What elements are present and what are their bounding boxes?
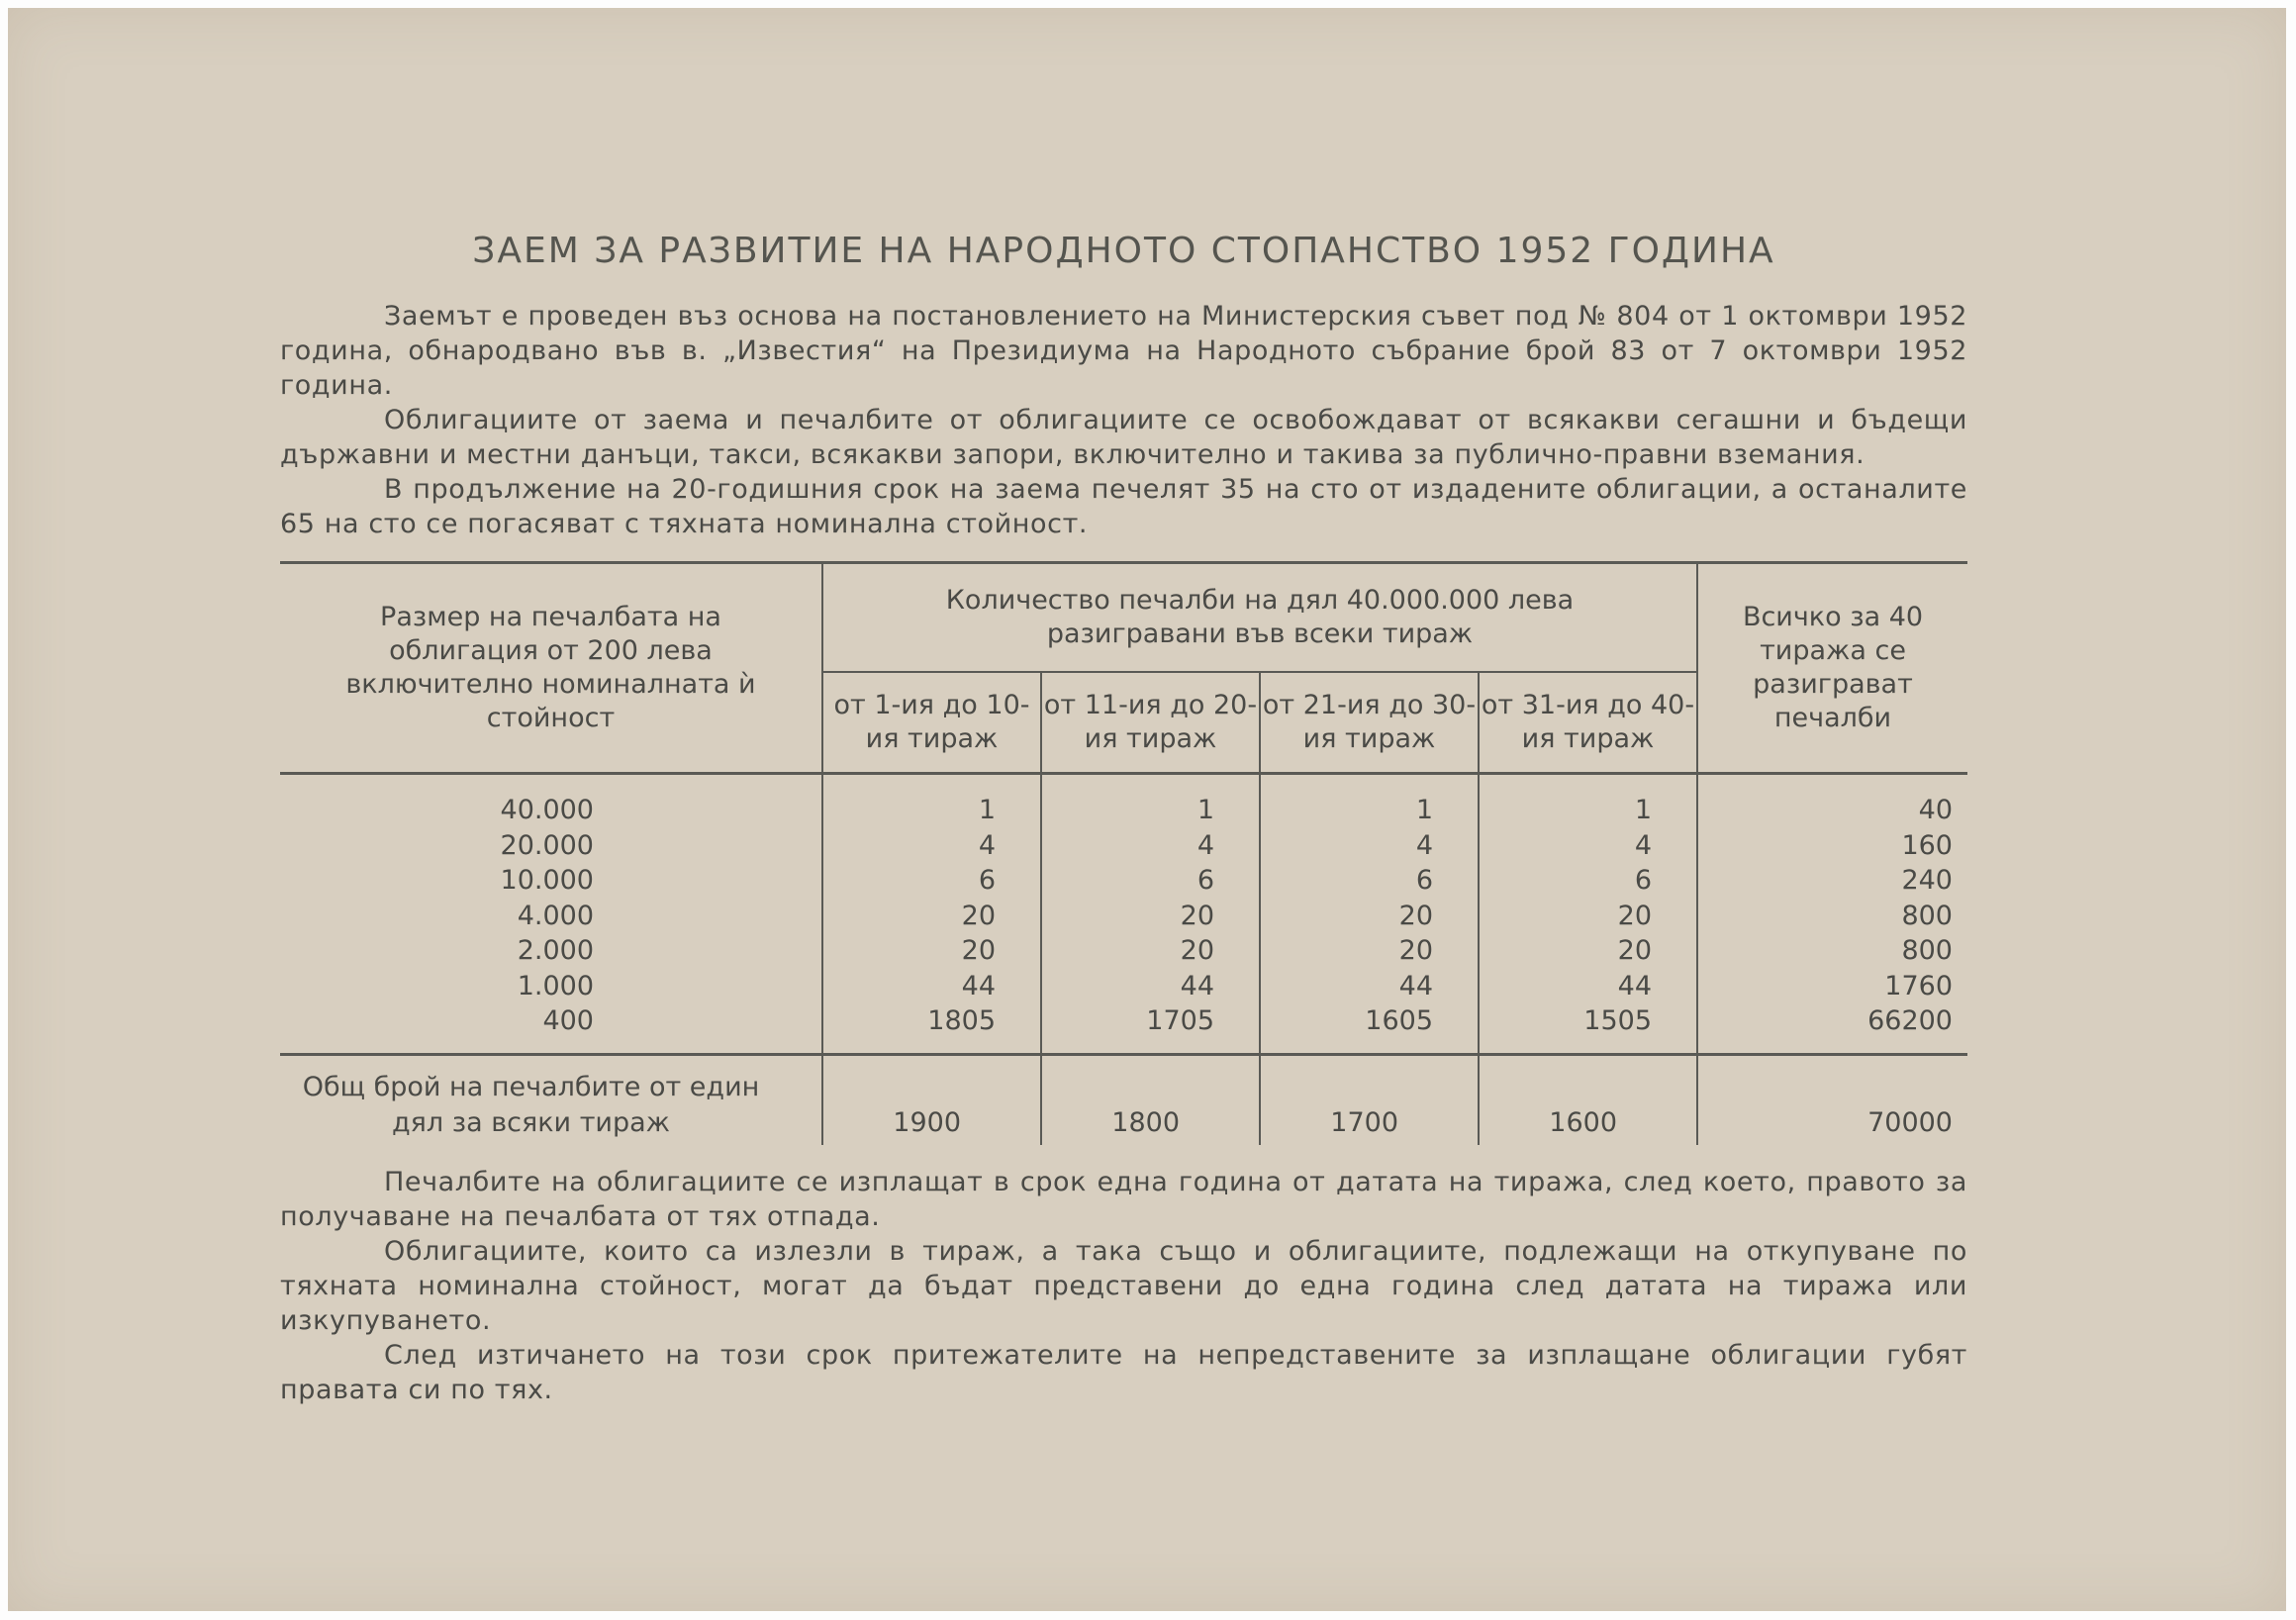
intro-paragraph-2: Облигациите от заема и печалбите от облигациите се освобождават от всякакви сегашни и бъдещи държавни и местни данъци, такси, всякакви запори, включително и такива за публично-правни вземания. <box>280 405 1967 470</box>
prize-amount: 10.000 <box>500 865 594 896</box>
outro-paragraph-3: След изтичането на този срок притежателите на непредставените за изплащане облигации губят правата си по тях. <box>280 1339 1967 1405</box>
prize-amount: 1.000 <box>517 970 594 1001</box>
outro-paragraph-1: Печалбите на облигациите се изплащат в срок една година от датата на тиража, след което, правото за получаване на печалбата от тях отпада. <box>280 1166 1967 1232</box>
total-cell: 160 <box>1697 828 1967 864</box>
total-prizes-header: Всичко за 40 тиража се разиграват печалби <box>1697 563 1967 774</box>
total-cell: 40 <box>1697 774 1967 828</box>
total-label: Общ брой на печалбите от един дял за всяки тираж <box>280 1054 822 1145</box>
count-cell: 1 <box>1041 774 1260 828</box>
total-count-cell: 1800 <box>1041 1054 1260 1145</box>
count-cell: 4 <box>1041 828 1260 864</box>
count-cell: 20 <box>1260 933 1479 969</box>
table-row <box>280 828 1967 864</box>
document-title: ЗАЕМ ЗА РАЗВИТИЕ НА НАРОДНОТО СТОПАНСТВО 1952 ГОДИНА <box>472 231 1775 271</box>
count-cell: 6 <box>1479 863 1697 899</box>
count-cell: 44 <box>822 969 1041 1004</box>
prize-amount: 20.000 <box>500 829 594 861</box>
table-row <box>280 1003 1967 1054</box>
table-row <box>280 933 1967 969</box>
total-count-cell: 1900 <box>822 1054 1041 1145</box>
draws-21-30-header: от 21-ия до 30-ия тираж <box>1260 672 1479 774</box>
draws-1-10-header: от 1-ия до 10-ия тираж <box>822 672 1041 774</box>
count-cell: 4 <box>822 828 1041 864</box>
table-row <box>280 774 1967 828</box>
prize-amount: 400 <box>542 1005 594 1036</box>
count-cell: 1 <box>1260 774 1479 828</box>
count-cell: 44 <box>1260 969 1479 1004</box>
document-sheet <box>8 8 2286 1611</box>
total-count-cell: 1700 <box>1260 1054 1479 1145</box>
count-cell: 4 <box>1479 828 1697 864</box>
count-cell: 20 <box>1479 933 1697 969</box>
total-cell: 1760 <box>1697 969 1967 1004</box>
count-cell: 1705 <box>1041 1003 1260 1054</box>
document-content <box>280 231 1967 1407</box>
count-cell: 20 <box>1479 899 1697 934</box>
table-row <box>280 863 1967 899</box>
draw-quantity-header: Количество печалби на дял 40.000.000 лева разигравани във всеки тираж <box>822 563 1697 673</box>
table-row <box>280 969 1967 1004</box>
count-cell: 1805 <box>822 1003 1041 1054</box>
count-cell: 20 <box>1041 933 1260 969</box>
count-cell: 20 <box>1260 899 1479 934</box>
total-cell: 66200 <box>1697 1003 1967 1054</box>
total-cell: 800 <box>1697 899 1967 934</box>
total-count-cell: 1600 <box>1479 1054 1697 1145</box>
count-cell: 1 <box>822 774 1041 828</box>
prize-amount: 4.000 <box>517 900 594 931</box>
count-cell: 20 <box>1041 899 1260 934</box>
prize-table <box>280 561 1967 1145</box>
total-cell: 800 <box>1697 933 1967 969</box>
count-cell: 6 <box>1260 863 1479 899</box>
outro-paragraph-2: Облигациите, които са излезли в тираж, а така също и облигациите, подлежащи на откупуване по тяхната номинална стойност, могат да бъдат представени до една година след датата на тиража или изкупуването. <box>280 1235 1967 1336</box>
table-total-row <box>280 1054 1967 1145</box>
count-cell: 44 <box>1479 969 1697 1004</box>
count-cell: 6 <box>822 863 1041 899</box>
grand-total-cell: 70000 <box>1697 1054 1967 1145</box>
count-cell: 1 <box>1479 774 1697 828</box>
count-cell: 6 <box>1041 863 1260 899</box>
count-cell: 1605 <box>1260 1003 1479 1054</box>
count-cell: 1505 <box>1479 1003 1697 1054</box>
count-cell: 44 <box>1041 969 1260 1004</box>
count-cell: 20 <box>822 933 1041 969</box>
prize-amount: 2.000 <box>517 935 594 966</box>
count-cell: 20 <box>822 899 1041 934</box>
intro-paragraph-3: В продължение на 20-годишния срок на заема печелят 35 на сто от издадените облигации, а останалите 65 на сто се погасяват с тяхната номинална стойност. <box>280 474 1967 539</box>
table-row <box>280 899 1967 934</box>
prize-size-header: Размер на печалбата на облигация от 200 лева включително номиналната ѝ стойност <box>345 602 756 733</box>
total-cell: 240 <box>1697 863 1967 899</box>
table-header-row <box>280 563 1967 673</box>
draws-11-20-header: от 11-ия до 20-ия тираж <box>1041 672 1260 774</box>
count-cell: 4 <box>1260 828 1479 864</box>
prize-amount: 40.000 <box>280 774 822 828</box>
intro-paragraph-1: Заемът е проведен въз основа на постановлението на Министерския съвет под № 804 от 1 октомври 1952 година, обнародвано във в. „Известия“ на Президиума на Народното събрание брой 83 от 7 октомври 1952 година. <box>280 301 1967 401</box>
draws-31-40-header: от 31-ия до 40-ия тираж <box>1479 672 1697 774</box>
